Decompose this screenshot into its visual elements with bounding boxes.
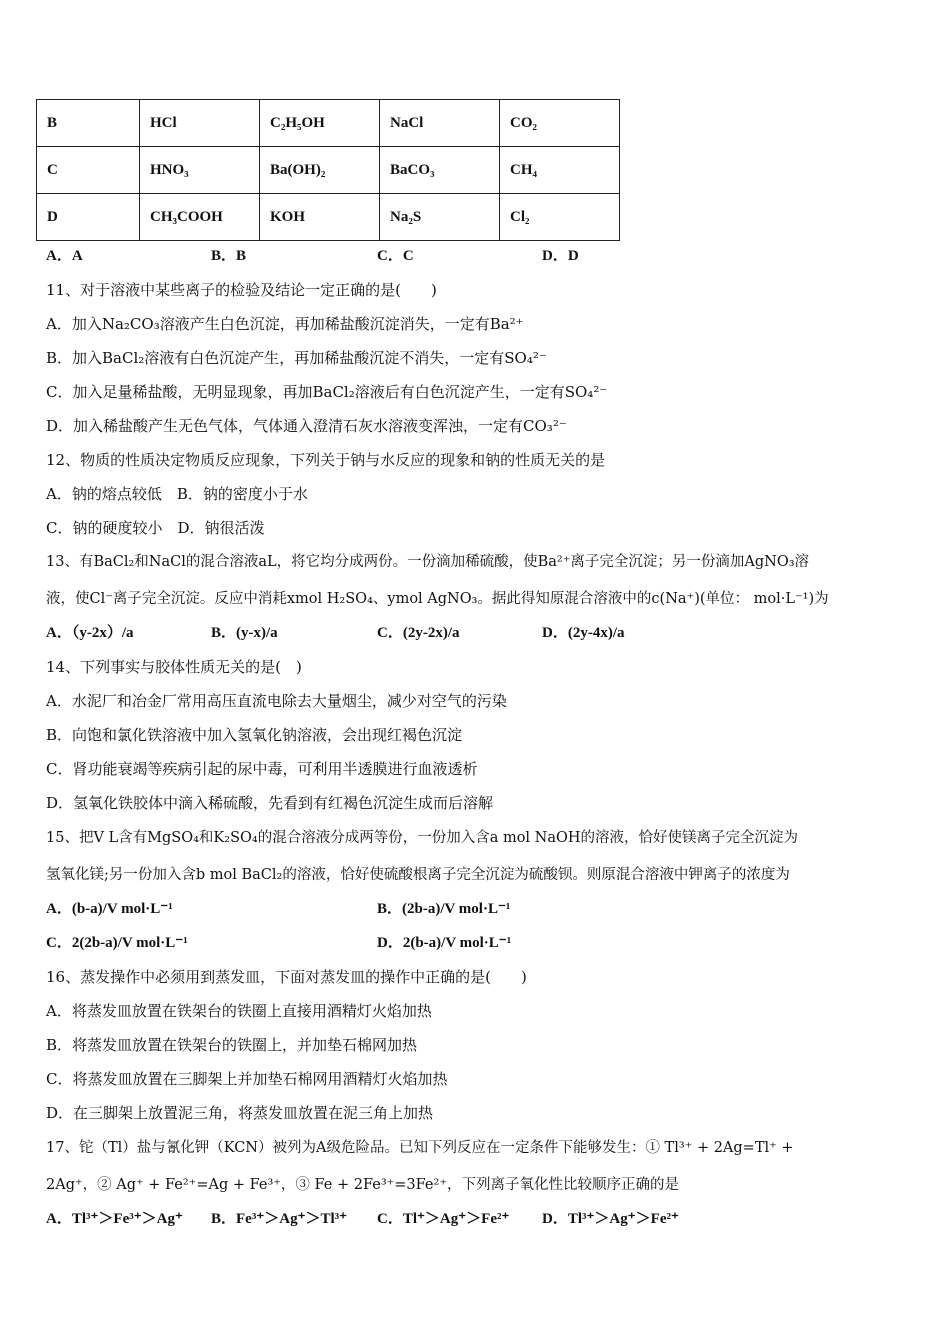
q15-option-d: D．2(b-a)/V mol·L⁻¹ — [377, 935, 512, 951]
table-cell: HCl — [140, 100, 260, 147]
q14-option-b: B．向饱和氯化铁溶液中加入氢氧化钠溶液，会出现红褐色沉淀 — [46, 726, 463, 744]
table-cell: CH₄ — [500, 147, 620, 194]
q15-option-c: C．2(2b-a)/V mol·L⁻¹ — [46, 935, 188, 951]
q16-option-c: C．将蒸发皿放置在三脚架上并加垫石棉网用酒精灯火焰加热 — [46, 1070, 448, 1088]
table-cell: HNO₃ — [140, 147, 260, 194]
q10-option-c: C．C — [377, 248, 414, 264]
q16-stem: 16、蒸发操作中必须用到蒸发皿，下面对蒸发皿的操作中正确的是( ) — [46, 968, 527, 986]
q16-option-a: A．将蒸发皿放置在铁架台的铁圈上直接用酒精灯火焰加热 — [46, 1002, 432, 1020]
q11-option-b: B．加入BaCl₂溶液有白色沉淀产生，再加稀盐酸沉淀不消失，一定有SO₄²⁻ — [46, 349, 547, 367]
q14-option-d: D．氢氧化铁胶体中滴入稀硫酸，先看到有红褐色沉淀生成而后溶解 — [46, 794, 494, 812]
q17-stem-line1: 17、铊（Tl）盐与氰化钾（KCN）被列为A级危险品。已知下列反应在一定条件下能够发生：① Tl³⁺ + 2Ag=Tl⁺ + — [46, 1140, 794, 1156]
table-row — [37, 100, 620, 147]
q17-option-b: B．Fe³⁺＞Ag⁺＞Tl³⁺ — [211, 1211, 348, 1227]
q12-stem: 12、物质的性质决定物质反应现象，下列关于钠与水反应的现象和钠的性质无关的是 — [46, 451, 606, 469]
q13-stem-line2: 液，使Cl⁻离子完全沉淀。反应中消耗xmol H₂SO₄、ymol AgNO₃。据此得知原混合溶液中的c(Na⁺)(单位： mol·L⁻¹)为 — [46, 591, 829, 607]
q11-option-c: C．加入足量稀盐酸，无明显现象，再加BaCl₂溶液后有白色沉淀产生，一定有SO₄²⁻ — [46, 383, 608, 401]
table-cell: CH₃COOH — [140, 194, 260, 241]
table-cell: C₂H₅OH — [260, 100, 380, 147]
q15-option-a: A．(b-a)/V mol·L⁻¹ — [46, 901, 173, 917]
q10-option-b: B．B — [211, 248, 247, 264]
table-cell: BaCO₃ — [380, 147, 500, 194]
table-cell: CO₂ — [500, 100, 620, 147]
q13-option-a: A．（y-2x）/a — [46, 625, 134, 641]
table-row — [37, 194, 620, 241]
q17-option-d: D．Tl³⁺＞Ag⁺＞Fe²⁺ — [542, 1211, 679, 1227]
q11-stem: 11、对于溶液中某些离子的检验及结论一定正确的是( ) — [46, 281, 437, 299]
table-row — [37, 147, 620, 194]
table-cell: C — [37, 147, 140, 194]
q11-option-d: D．加入稀盐酸产生无色气体，气体通入澄清石灰水溶液变浑浊，一定有CO₃²⁻ — [46, 417, 567, 435]
table-cell: NaCl — [380, 100, 500, 147]
q15-stem-line2: 氢氧化镁;另一份加入含b mol BaCl₂的溶液，恰好使硫酸根离子完全沉淀为硫酸钡。则原混合溶液中钾离子的浓度为 — [46, 867, 790, 883]
q14-option-c: C．肾功能衰竭等疾病引起的尿中毒，可利用半透膜进行血液透析 — [46, 760, 478, 778]
q13-option-d: D．(2y-4x)/a — [542, 625, 625, 641]
q10-option-a: A．A — [46, 248, 83, 264]
q12-options-row2: C．钠的硬度较小 D．钠很活泼 — [46, 519, 265, 537]
q17-option-c: C．Tl⁺＞Ag⁺＞Fe²⁺ — [377, 1211, 510, 1227]
q13-option-b: B．(y-x)/a — [211, 625, 278, 641]
q15-stem-line1: 15、把V L含有MgSO₄和K₂SO₄的混合溶液分成两等份，一份加入含a mol NaOH的溶液，恰好使镁离子完全沉淀为 — [46, 830, 799, 846]
q14-stem: 14、下列事实与胶体性质无关的是( ) — [46, 658, 302, 676]
options-table — [36, 99, 620, 241]
q11-option-a: A．加入Na₂CO₃溶液产生白色沉淀，再加稀盐酸沉淀消失，一定有Ba²⁺ — [46, 315, 524, 333]
q15-option-b: B．(2b-a)/V mol·L⁻¹ — [377, 901, 511, 917]
q14-option-a: A．水泥厂和冶金厂常用高压直流电除去大量烟尘，减少对空气的污染 — [46, 692, 507, 710]
q16-option-b: B．将蒸发皿放置在铁架台的铁圈上，并加垫石棉网加热 — [46, 1036, 418, 1054]
table-cell: B — [37, 100, 140, 147]
q17-stem-line2: 2Ag⁺，② Ag⁺ + Fe²⁺=Ag + Fe³⁺，③ Fe + 2Fe³⁺=3Fe²⁺，下列离子氧化性比较顺序正确的是 — [46, 1177, 679, 1193]
table-cell: Ba(OH)₂ — [260, 147, 380, 194]
table-cell: D — [37, 194, 140, 241]
table-cell: Na₂S — [380, 194, 500, 241]
table-cell: Cl₂ — [500, 194, 620, 241]
q13-option-c: C．(2y-2x)/a — [377, 625, 460, 641]
table-cell: KOH — [260, 194, 380, 241]
q12-options-row1: A．钠的熔点较低 B．钠的密度小于水 — [46, 485, 308, 503]
q17-option-a: A．Tl³⁺＞Fe³⁺＞Ag⁺ — [46, 1211, 183, 1227]
q10-option-d: D．D — [542, 248, 579, 264]
q13-stem-line1: 13、有BaCl₂和NaCl的混合溶液aL，将它均分成两份。一份滴加稀硫酸，使Ba²⁺离子完全沉淀；另一份滴加AgNO₃溶 — [46, 554, 810, 570]
q16-option-d: D．在三脚架上放置泥三角，将蒸发皿放置在泥三角上加热 — [46, 1104, 434, 1122]
